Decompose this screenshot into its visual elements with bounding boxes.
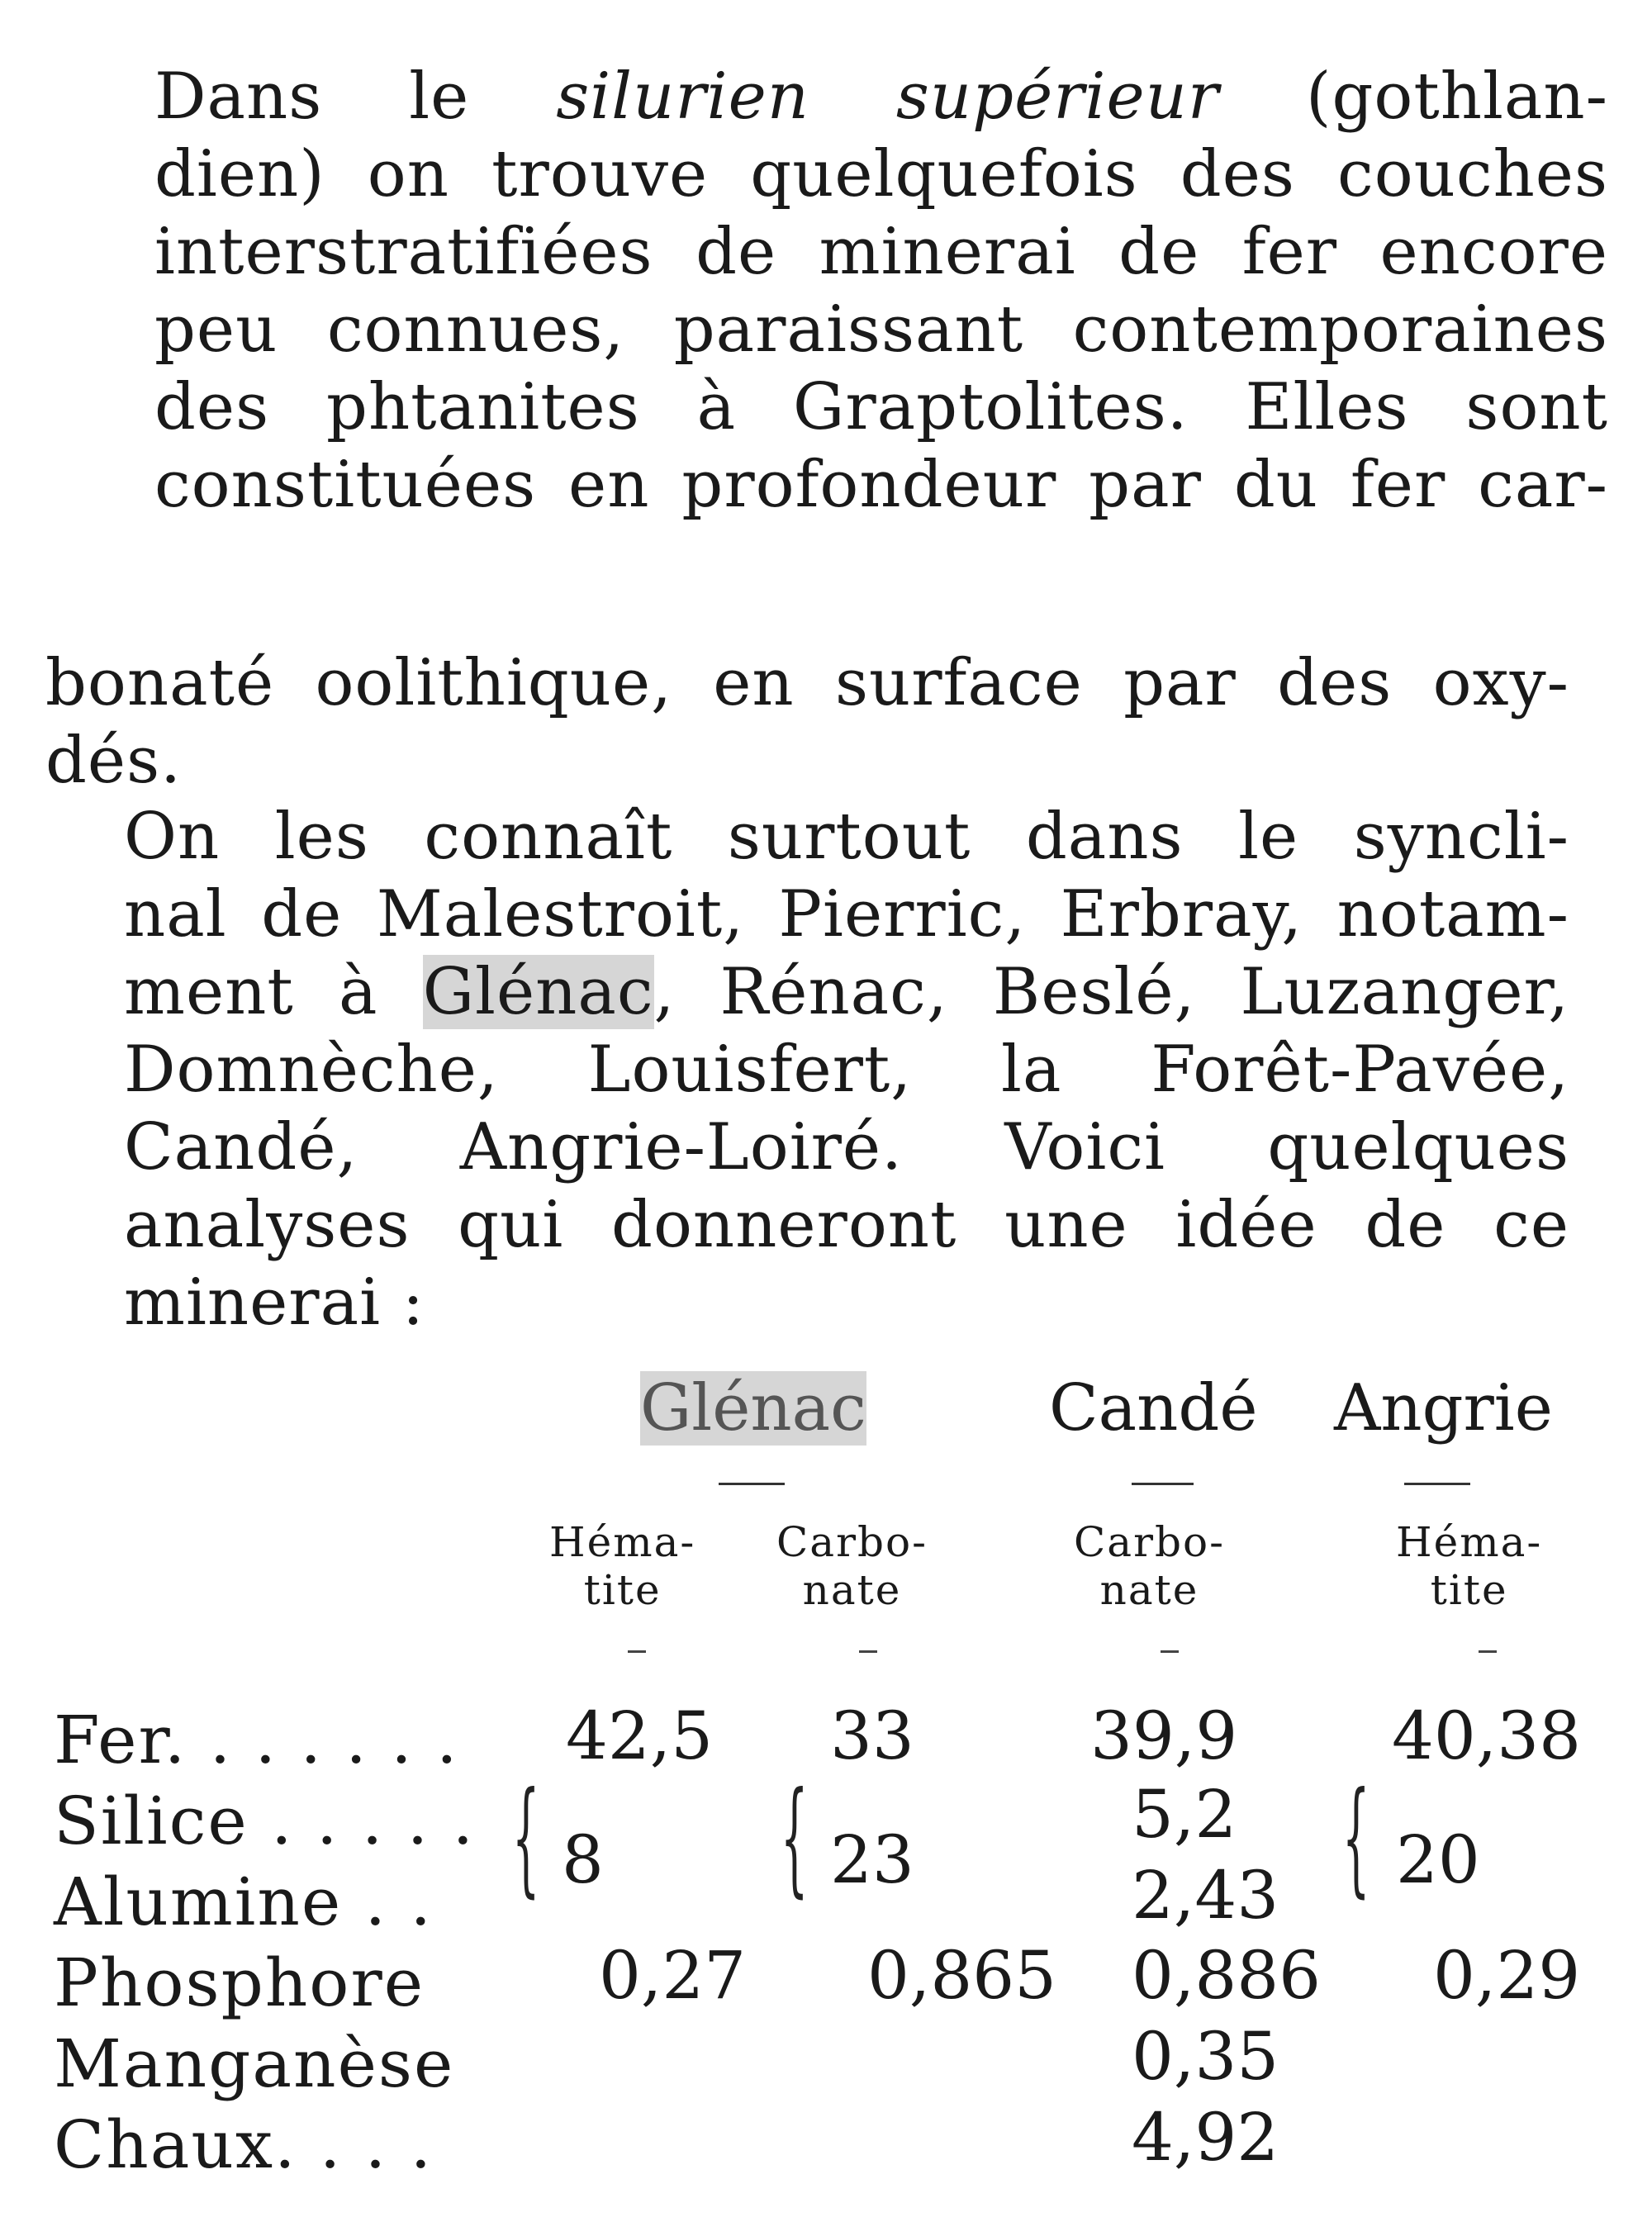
p1-part1: Dans le [154, 59, 557, 134]
cell-alumine-cande: 2,43 [1132, 1857, 1279, 1934]
p2-line-2: dés. [45, 724, 182, 798]
brace: { [1342, 1766, 1370, 1910]
paragraph-silurien [76, 58, 1608, 524]
header-dash [719, 1483, 785, 1485]
column-header-glenac: Glénac [640, 1371, 866, 1446]
p3-line-4: Domnèche, Louisfert, la Forêt-Pavée, [124, 1033, 1569, 1107]
p1-line-3: interstratifiées de minerai de fer encore [154, 215, 1608, 289]
p1-italic-term: silurien supérieur [556, 59, 1220, 134]
cell-phosphore-glenac-hematite: 0,27 [599, 1937, 747, 2014]
row-label-fer: Fer. . . . . . . [54, 1702, 459, 1778]
subheader-dash [1479, 1650, 1497, 1653]
row-label-alumine: Alumine . . [54, 1863, 433, 1940]
cell-fer-angrie: 40,38 [1392, 1697, 1582, 1774]
cell-manganese-cande: 0,35 [1132, 2018, 1279, 2095]
header-dash [1132, 1483, 1194, 1485]
cell-chaux-cande: 4,92 [1132, 2099, 1279, 2176]
p3-line-6: analyses qui donneront une idée de ce [124, 1188, 1569, 1262]
paragraph-localities [45, 798, 1569, 1341]
subheader-hematite-2: Héma- tite [1396, 1518, 1543, 1614]
p3-line-3 [45, 953, 1569, 1031]
cell-phosphore-angrie: 0,29 [1433, 1937, 1581, 2014]
row-label-chaux: Chaux. . . . [54, 2106, 434, 2183]
p2-line-1: bonaté oolithique, en surface par des oxy- [45, 646, 1569, 720]
subheader-dash [628, 1650, 646, 1653]
brace: { [781, 1766, 809, 1910]
row-label-manganese: Manganèse [54, 2025, 455, 2102]
subheader-carbonate-1: Carbo- nate [776, 1518, 928, 1614]
highlight-glenac: Glénac [422, 955, 654, 1029]
cell-silice-alumine-angrie: 20 [1396, 1821, 1480, 1898]
header-dash [1404, 1483, 1470, 1485]
p1-line-2: dien) on trouve quelquefois des couches [154, 137, 1608, 211]
cell-silice-alumine-glenac-carbonate: 23 [830, 1821, 914, 1898]
p3-line-1: On les connaît surtout dans le syncli- [124, 800, 1569, 874]
p3-line-3-pre: ment à [124, 955, 423, 1029]
cell-phosphore-glenac-carbonate: 0,865 [867, 1937, 1057, 2014]
cell-silice-cande: 5,2 [1132, 1776, 1237, 1853]
p1-line-4: peu connues, paraissant contemporaines [154, 292, 1608, 367]
cell-phosphore-cande: 0,886 [1132, 1937, 1322, 2014]
column-header-cande: Candé [1049, 1371, 1258, 1446]
p3-line-3-post: , Rénac, Beslé, Luzanger, [653, 955, 1570, 1029]
p3-line-7: minerai : [124, 1265, 425, 1340]
row-label-silice: Silice . . . . . [54, 1783, 476, 1859]
subheader-carbonate-2: Carbo- nate [1074, 1518, 1225, 1614]
cell-fer-glenac-carbonate: 33 [830, 1697, 914, 1774]
cell-fer-glenac-hematite: 42,5 [566, 1697, 714, 1774]
row-label-phosphore: Phosphore [54, 1944, 425, 2021]
p3-line-2: nal de Malestroit, Pierric, Erbray, notam- [124, 877, 1569, 952]
subheader-hematite-1: Héma- tite [549, 1518, 696, 1614]
column-header-angrie: Angrie [1334, 1371, 1553, 1446]
subheader-dash [1161, 1650, 1179, 1653]
subheader-dash [859, 1650, 877, 1653]
cell-silice-alumine-glenac-hematite: 8 [562, 1821, 604, 1898]
cell-fer-cande: 39,9 [1090, 1697, 1238, 1774]
brace: { [512, 1766, 540, 1910]
paragraph-continuation [45, 644, 1569, 800]
p1-part2: (gothlan- [1219, 59, 1608, 134]
p1-line-6: constituées en profondeur par du fer car- [154, 448, 1608, 522]
p3-line-5: Candé, Angrie-Loiré. Voici quelques [124, 1110, 1569, 1184]
p1-line-5: des phtanites à Graptolites. Elles sont [154, 370, 1608, 444]
